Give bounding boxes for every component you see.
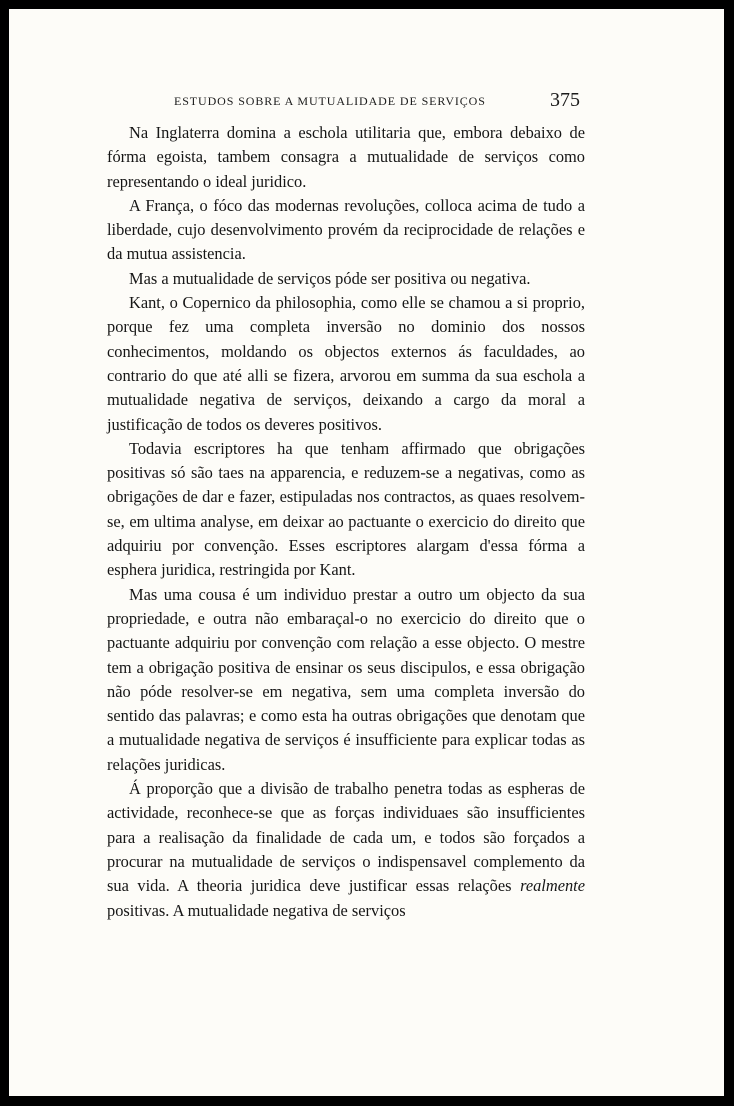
running-title: ESTUDOS SOBRE A MUTUALIDADE DE SERVIÇOS	[174, 94, 486, 108]
paragraph-text: positivas. A mutualidade negativa de serviços	[107, 900, 406, 920]
paragraph	[107, 777, 585, 923]
paragraph: A França, o fóco das modernas revoluções, colloca acima de tudo a liberdade, cujo desenvolvimento provém da reciprocidade de relações e da mutua assistencia.	[107, 195, 585, 264]
paragraph-text: Á proporção que a divisão de trabalho penetra todas as espheras de actividade, reconhece-se que as forças individuaes são insufficientes para a realisação da finalidade de cada um, e todos são forçados a procurar na mutualidade de serviços o indispensavel complemento da sua vida. A theoria juridica deve justificar essas relações	[107, 779, 585, 896]
body-text	[107, 121, 585, 923]
book-page	[9, 9, 724, 1096]
paragraph: Todavia escriptores ha que tenham affirmado que obrigações positivas só são taes na apparencia, e reduzem-se a negativas, como as obrigações de dar e fazer, estipuladas nos contractos, as quaes resolvem-se, em ultima analyse, em deixar ao pactuante o exercicio do direito que adquiriu por convenção. Esses escriptores alargam d'essa fórma a esphera juridica, restringida por Kant.	[107, 438, 585, 580]
page-header	[9, 90, 724, 114]
italic-emphasis: realmente	[520, 876, 585, 896]
paragraph: Na Inglaterra domina a eschola utilitaria que, embora debaixo de fórma egoista, tambem consagra a mutualidade de serviços como representando o ideal juridico.	[107, 123, 585, 191]
page-number: 375	[550, 89, 580, 111]
paragraph: Mas uma cousa é um individuo prestar a outro um objecto da sua propriedade, e outra não embaraçal-o no exercicio do direito que o pactuante adquiriu por convenção com relação a esse objecto. O mestre tem a obrigação positiva de ensinar os seus discipulos, e essa obrigação não póde resolver-se em negativa, sem uma completa inversão do sentido das palavras; e como esta ha outras obrigações que denotam que a mutualidade negativa de serviços é insufficiente para explicar todas as relações juridicas.	[107, 584, 585, 774]
paragraph: Kant, o Copernico da philosophia, como elle se chamou a si proprio, porque fez uma completa inversão no dominio dos nossos conhecimentos, moldando os objectos externos ás faculdades, ao contrario do que até alli se fizera, arvorou em summa da sua eschola a mutualidade negativa de serviços, deixando a cargo da moral a justificação de todos os deveres positivos.	[107, 293, 585, 434]
paragraph: Mas a mutualidade de serviços póde ser positiva ou negativa.	[129, 268, 531, 288]
